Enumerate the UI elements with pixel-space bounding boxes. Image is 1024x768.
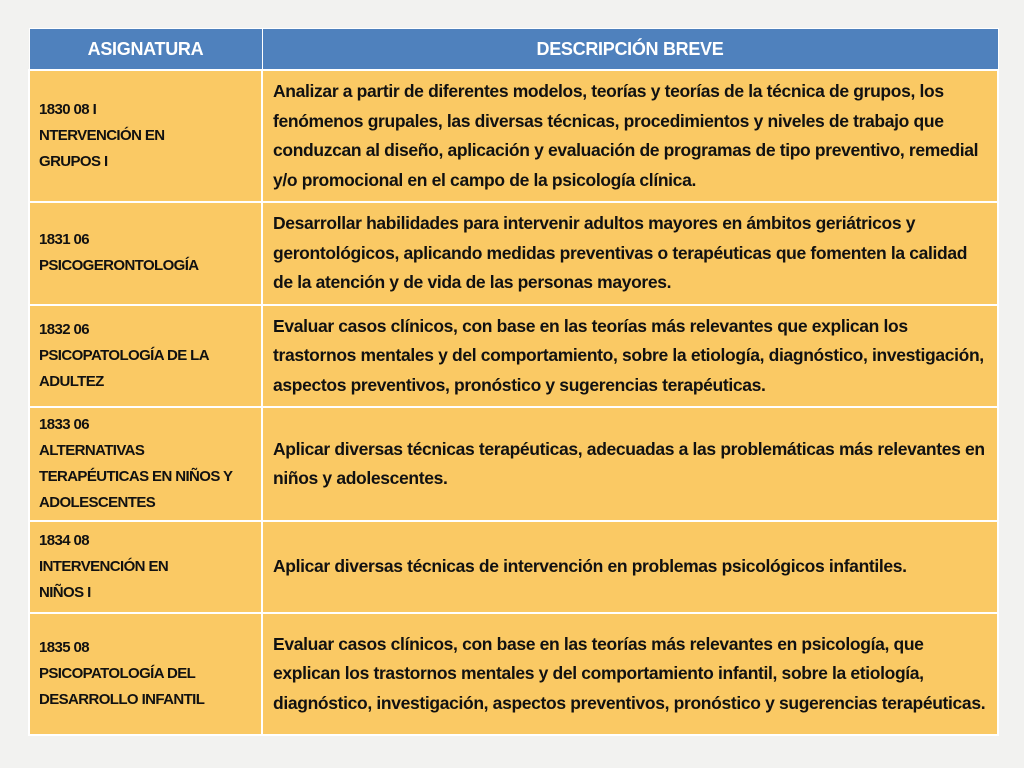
description-cell: Evaluar casos clínicos, con base en las teorías más relevantes que explican los trastornos mentales y del comportamiento, sobre la etiología, diagnóstico, investigación, aspectos preventivos, pronóstico y sugerencias terapéuticas. xyxy=(262,305,998,408)
subject-name: PSICOGERONTOLOGÍA xyxy=(39,257,199,275)
subject-name: PSICOPATOLOGÍA DEL DESARROLLO INFANTIL xyxy=(39,665,205,708)
subject-name: ALTERNATIVAS TERAPÉUTICAS EN NIÑOS Y ADOLESCENTES xyxy=(39,442,233,511)
subject-cell xyxy=(29,202,262,305)
subject-code: 1835 08 xyxy=(39,639,90,656)
subject-name: PSICOPATOLOGÍA DE LA ADULTEZ xyxy=(39,346,209,390)
subject-cell xyxy=(29,70,262,202)
description-cell: Aplicar diversas técnicas de intervención en problemas psicológicos infantiles. xyxy=(262,521,998,613)
subject-code: 1832 06 xyxy=(39,320,90,338)
header-row xyxy=(29,29,998,71)
table-row xyxy=(29,407,998,521)
description-cell: Evaluar casos clínicos, con base en las teorías más relevantes en psicología, que explican los trastornos mentales y del comportamiento infantil, sobre la etiología, diagnóstico, investigación, aspectos preventivos, pronóstico y sugerencias terapéuticas. xyxy=(262,613,998,735)
subject-code: 1830 08 I xyxy=(39,101,97,118)
subject-code: 1834 08 xyxy=(39,532,90,549)
description-cell: Desarrollar habilidades para intervenir adultos mayores en ámbitos geriátricos y gerontológicos, aplicando medidas preventivas o terapéuticas que fomenten la calidad de la atención y de vida de las personas mayores. xyxy=(262,202,998,305)
header-asignatura: ASIGNATURA xyxy=(29,29,262,71)
subject-cell xyxy=(29,613,262,735)
description-cell: Aplicar diversas técnicas terapéuticas, adecuadas a las problemáticas más relevantes en niños y adolescentes. xyxy=(262,407,998,521)
description-cell: Analizar a partir de diferentes modelos, teorías y teorías de la técnica de grupos, los fenómenos grupales, las diversas técnicas, procedimientos y niveles de trabajo que conduzcan al diseño, aplicación y evaluación de programas de tipo preventivo, remedial y/o promocional en el campo de la psicología clínica. xyxy=(262,70,998,202)
subject-name: NTERVENCIÓN EN GRUPOS I xyxy=(39,127,165,170)
subject-cell xyxy=(29,305,262,408)
header-descripcion: DESCRIPCIÓN BREVE xyxy=(262,29,998,71)
subject-name: INTERVENCIÓN EN NIÑOS I xyxy=(39,558,169,601)
table-row xyxy=(29,305,998,408)
table-row xyxy=(29,202,998,305)
subject-cell xyxy=(29,407,262,521)
subject-cell xyxy=(29,521,262,613)
table-row xyxy=(29,521,998,613)
subject-code: 1833 06 xyxy=(39,416,90,433)
table-row xyxy=(29,70,998,202)
table-row xyxy=(29,613,998,735)
course-table xyxy=(28,28,999,736)
subject-code: 1831 06 xyxy=(39,231,90,249)
